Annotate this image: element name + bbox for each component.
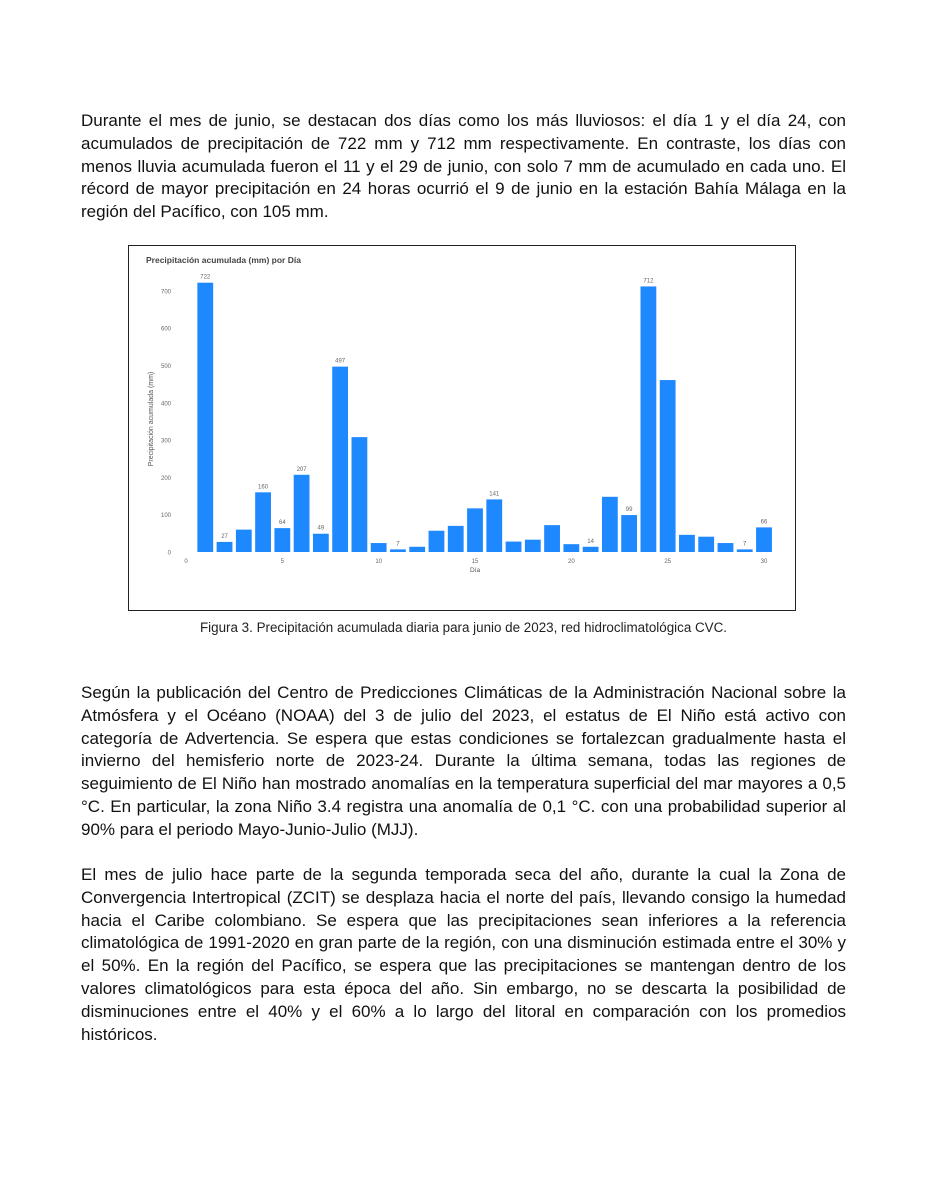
bar-day-16 xyxy=(486,499,502,552)
bar-day-11 xyxy=(390,549,406,552)
bar-day-13 xyxy=(429,531,445,552)
bar-day-27 xyxy=(698,537,714,552)
bar-day-5 xyxy=(274,528,290,552)
bar-day-23 xyxy=(621,515,637,552)
x-tick-label: 30 xyxy=(760,559,768,565)
bar-day-4 xyxy=(255,492,271,552)
data-label: 160 xyxy=(258,484,269,491)
bar-day-28 xyxy=(718,543,734,552)
data-label: 14 xyxy=(587,538,594,545)
chart-frame xyxy=(128,245,796,611)
data-label: 7 xyxy=(743,541,747,548)
bar-day-15 xyxy=(467,508,483,552)
bar-day-18 xyxy=(525,540,541,552)
data-label: 66 xyxy=(760,519,768,526)
data-label: 7 xyxy=(396,541,400,548)
bar-day-21 xyxy=(583,547,599,552)
bar-day-24 xyxy=(641,286,657,552)
y-tick-label: 200 xyxy=(160,475,171,482)
x-tick-label: 15 xyxy=(471,559,479,565)
data-label: 712 xyxy=(643,278,654,285)
data-label: 99 xyxy=(625,507,633,514)
bar-day-22 xyxy=(602,497,618,552)
bar-day-17 xyxy=(506,542,522,552)
x-tick-label: 5 xyxy=(280,559,285,565)
data-label: 27 xyxy=(221,533,228,540)
figure-caption: Figura 3. Precipitación acumulada diaria para junio de 2023, red hidroclimatológica CVC. xyxy=(200,620,727,635)
bar-day-6 xyxy=(294,475,310,552)
y-tick-label: 500 xyxy=(160,364,171,371)
y-tick-label: 300 xyxy=(160,438,171,445)
bar-day-3 xyxy=(236,530,252,552)
bar-day-7 xyxy=(313,534,329,552)
bar-day-25 xyxy=(660,380,676,552)
bar-day-8 xyxy=(332,367,348,552)
y-tick-label: 400 xyxy=(160,401,171,408)
y-tick-label: 0 xyxy=(167,550,171,557)
data-label: 64 xyxy=(278,520,286,527)
bar-day-10 xyxy=(371,543,387,552)
bar-day-12 xyxy=(409,547,425,552)
y-tick-label: 600 xyxy=(160,326,171,333)
bar-day-26 xyxy=(679,535,695,552)
data-label: 49 xyxy=(317,525,325,532)
bar-day-1 xyxy=(197,283,213,552)
data-label: 207 xyxy=(296,466,307,473)
paragraph-noaa-el-nino: Según la publicación del Centro de Predicciones Climáticas de la Administración Nacional sobre la Atmósfera y el Océano (NOAA) del 3 de julio del 2023, el estatus de El Niño está activo con categoría de Advertencia. Se espera que estas condiciones se fortalezcan gradualmente hasta el invierno del hemisferio norte de 2023-24. Durante la última semana, todas las regiones de seguimiento de El Niño han mostrado anomalías en la temperatura superficial del mar mayores a 0,5 °C. En particular, la zona Niño 3.4 registra una anomalía de 0,1 °C. con una probabilidad superior al 90% para el periodo Mayo-Junio-Julio (MJJ). xyxy=(81,683,846,839)
y-tick-label: 700 xyxy=(160,289,171,296)
data-label: 722 xyxy=(200,274,211,281)
data-label: 141 xyxy=(489,491,500,498)
bar-day-2 xyxy=(217,542,233,552)
x-tick-label: 0 xyxy=(184,559,188,565)
data-label: 497 xyxy=(335,358,346,365)
paragraph-july-outlook: El mes de julio hace parte de la segunda temporada seca del año, durante la cual la Zona de Convergencia Intertropical (ZCIT) se desplaza hacia el norte del país, llevando consigo la humedad hacia el Caribe colombiano. Se espera que las precipitaciones sean inferiores a la referencia climatológica de 1991-2020 en gran parte de la región, con una disminución estimada entre el 30% y el 50%. En la región del Pacífico, se espera que las precipitaciones se mantengan dentro de los valores climatológicos para esta época del año. Sin embargo, no se descarta la posibilidad de disminuciones entre el 40% y el 60% a lo largo del litoral en comparación con los promedios históricos. xyxy=(81,865,846,1044)
y-tick-label: 100 xyxy=(160,513,171,520)
precipitation-bar-chart xyxy=(129,246,794,609)
bar-day-29 xyxy=(737,549,753,552)
bar-day-14 xyxy=(448,526,464,552)
y-axis-title: Precipitación acumulada (mm) xyxy=(148,371,155,467)
bar-day-30 xyxy=(756,527,772,552)
bar-day-20 xyxy=(563,544,579,552)
x-tick-label: 20 xyxy=(567,559,575,565)
x-tick-label: 25 xyxy=(664,559,672,565)
x-axis-title: Día xyxy=(469,567,481,574)
chart-title: Precipitación acumulada (mm) por Día xyxy=(146,255,301,265)
paragraph-june-summary: Durante el mes de junio, se destacan dos días como los más lluviosos: el día 1 y el día 24, con acumulados de precipitación de 722 mm y 712 mm respectivamente. En contraste, los días con menos lluvia acumulada fueron el 11 y el 29 de junio, con solo 7 mm de acumulado en cada uno. El récord de mayor precipitación en 24 horas ocurrió el 9 de junio en la estación Bahía Málaga en la región del Pacífico, con 105 mm. xyxy=(81,111,846,222)
x-tick-label: 10 xyxy=(375,559,383,565)
bar-day-19 xyxy=(544,525,560,552)
bar-day-9 xyxy=(352,437,368,552)
